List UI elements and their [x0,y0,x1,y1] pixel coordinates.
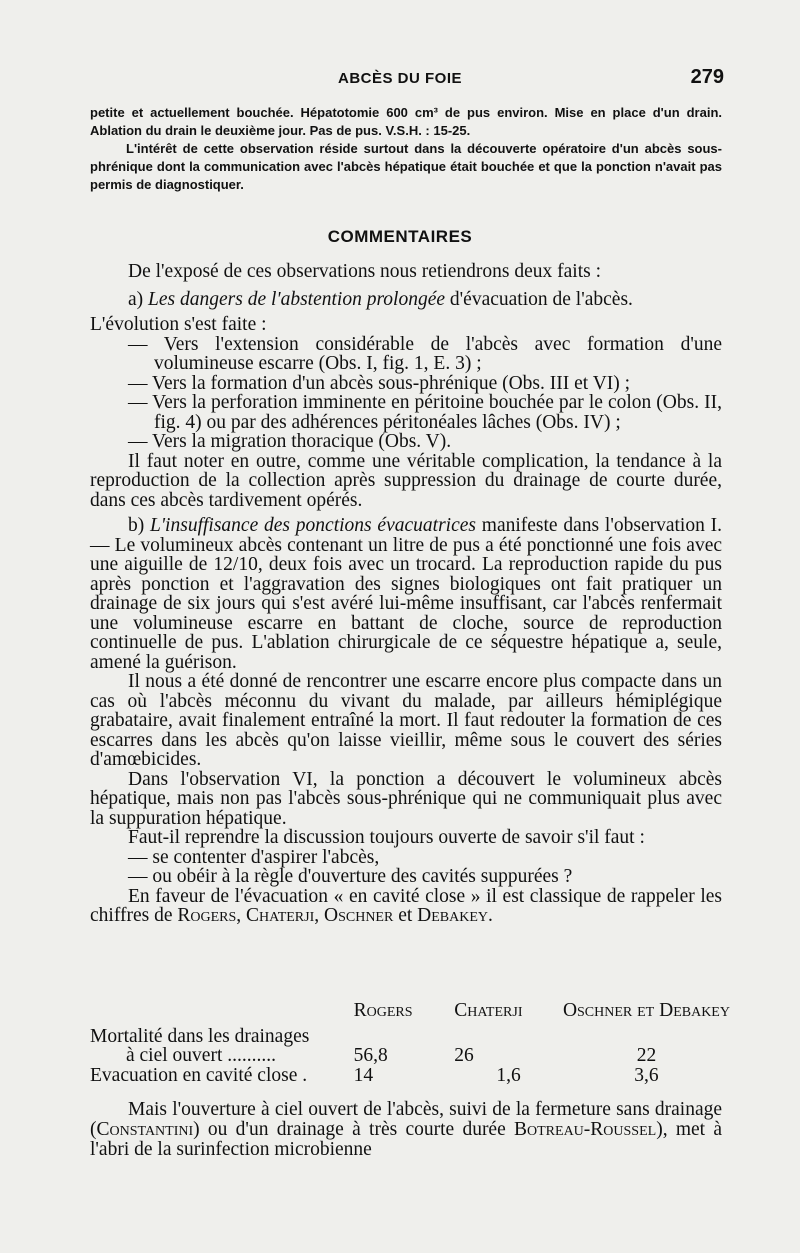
table-row [90,1066,730,1086]
table-column-header: Chaterji [454,1000,523,1021]
evolution-item: — Vers l'extension considérable de l'abcès avec formation d'une volumineuse escarre (Obs. I, fig. 1, E. 3) ; [128,333,722,374]
point-a-text: d'évacuation de l'abcès. [445,288,633,310]
table-column-header: Rogers [353,1000,413,1021]
separator: , [236,905,247,926]
author-name: Debakey [417,905,489,926]
table-cell: 1,6 [496,1064,521,1086]
table-cell: 56,8 [353,1045,388,1066]
section-title: COMMENTAIRES [327,227,473,246]
author-name: Rogers [177,905,237,926]
observation-vi-paragraph: Dans l'observation VI, la ponction a découvert le volumineux abcès hépatique, mais non pas l'abcès sous-phrénique qui ne communiquait plus avec la suppuration hépatique. [90,768,722,829]
author-name: Chaterji [246,905,315,926]
table-corner [90,1001,354,1021]
final-text: Mais l'ouverture à ciel ouvert de l'abcès, suivi de la fermeture sans drainage ( [90,1099,722,1140]
page-header [0,66,800,96]
point-a [90,290,722,310]
final-text: ), met à l'abri de la surinfection microbienne [90,1119,723,1160]
final-text: ) ou d'un drainage à très courte durée [193,1119,515,1140]
commentary-body [90,262,722,926]
table-column-header: Oschner et Debakey [562,1000,730,1021]
row-label: à ciel ouvert .......... [126,1045,276,1066]
table-cell: 3,6 [634,1064,659,1086]
point-b-label: b) [128,515,145,536]
running-title: ABCÈS DU FOIE [337,70,462,87]
page-number: 279 [690,66,724,88]
separator: , [314,905,324,926]
escarre-paragraph: Il nous a été donné de rencontrer une escarre encore plus compacte dans un cas où l'abcès méconnu du vivant du malade, par ailleurs hémiplégique grabataire, avait finalement entraîné la mort. Il faut redouter la formation de ces escarres dans les abcès qu'on laisse vieillir, même sous le couvert des séries d'amœbicides. [90,671,722,770]
point-a-label: a) [128,288,144,310]
author-name: Botreau-Roussel [514,1119,657,1140]
point-b-text: manifeste dans l'observation I. — Le volumineux abcès contenant un litre de pus a été ponctionné une fois avec une aiguille de 12/10, deux fois avec un trocard. La reproduction rapide du pus après ponction et l'aggravation des signes biologiques ont fait pratiquer un drainage de six jours qui s'est avéré lui-même insuffisant, car l'abcès renfermait une volumineuse escarre en battant de cloche, source de reproduction continuelle de pus. L'ablation chirurgicale de ce séquestre hépatique a, seule, amené la guérison. [90,515,722,673]
row-label: Mortalité dans les drainages [90,1025,310,1047]
table-cell: 26 [454,1045,474,1066]
evolution-line: L'évolution s'est faite : [90,314,267,335]
table-row [90,1021,730,1047]
evolution-item: — Vers la migration thoracique (Obs. V). [128,431,452,452]
faveur-paragraph [90,887,722,926]
table-header-row [90,1001,730,1021]
option-item: — se contenter d'aspirer l'abcès, [128,846,380,868]
separator: . [488,905,493,926]
case-report-text [90,104,722,194]
case-paragraph: petite et actuellement bouchée. Hépatotomie 600 cm³ de pus environ. Mise en place d'un drain. Ablation du drain le deuxième jour. Pas de pus. V.S.H. : 15-25. [90,105,722,138]
final-paragraph-block [90,1100,722,1160]
table-cell: 14 [353,1064,374,1086]
separator: et [393,905,418,926]
table-row [90,1046,730,1066]
point-b-heading: L'insuffisance des ponctions évacuatrices [150,515,476,536]
evolution-item: — Vers la perforation imminente en péritoine bouchée par le colon (Obs. II, fig. 4) ou par des adhérences péritonéales lâches (Obs. IV) ; [128,392,722,433]
author-name: Oschner [324,905,394,926]
evolution-item: — Vers la formation d'un abcès sous-phrénique (Obs. III et VI) ; [128,372,631,394]
point-a-heading: Les dangers de l'abstention prolongée [148,288,446,310]
case-paragraph: L'intérêt de cette observation réside surtout dans la découverte opératoire d'un abcès sous-phrénique dont la communication avec l'abcès hépatique était bouchée et que la ponction n'avait pas permis de diagnostiquer. [90,141,722,192]
mortality-table [90,1001,730,1085]
point-b [90,516,722,672]
option-item: — ou obéir à la règle d'ouverture des cavités suppurées ? [128,866,573,887]
question-paragraph: Faut-il reprendre la discussion toujours ouverte de savoir s'il faut : [128,827,645,848]
table-cell: 22 [636,1045,657,1066]
intro-paragraph: De l'exposé de ces observations nous retiendrons deux faits : [128,261,602,282]
final-paragraph [90,1100,722,1160]
row-label: Evacuation en cavité close . [90,1064,308,1086]
faveur-text: En faveur de l'évacuation « en cavité close » il est classique de rappeler les chiffres de [90,885,722,926]
complication-paragraph: Il faut noter en outre, comme une véritable complication, la tendance à la reproduction de la collection après suppression du drainage de courte durée, dans ces abcès tardivement opérés. [90,450,722,511]
author-name: Constantini [96,1119,194,1140]
